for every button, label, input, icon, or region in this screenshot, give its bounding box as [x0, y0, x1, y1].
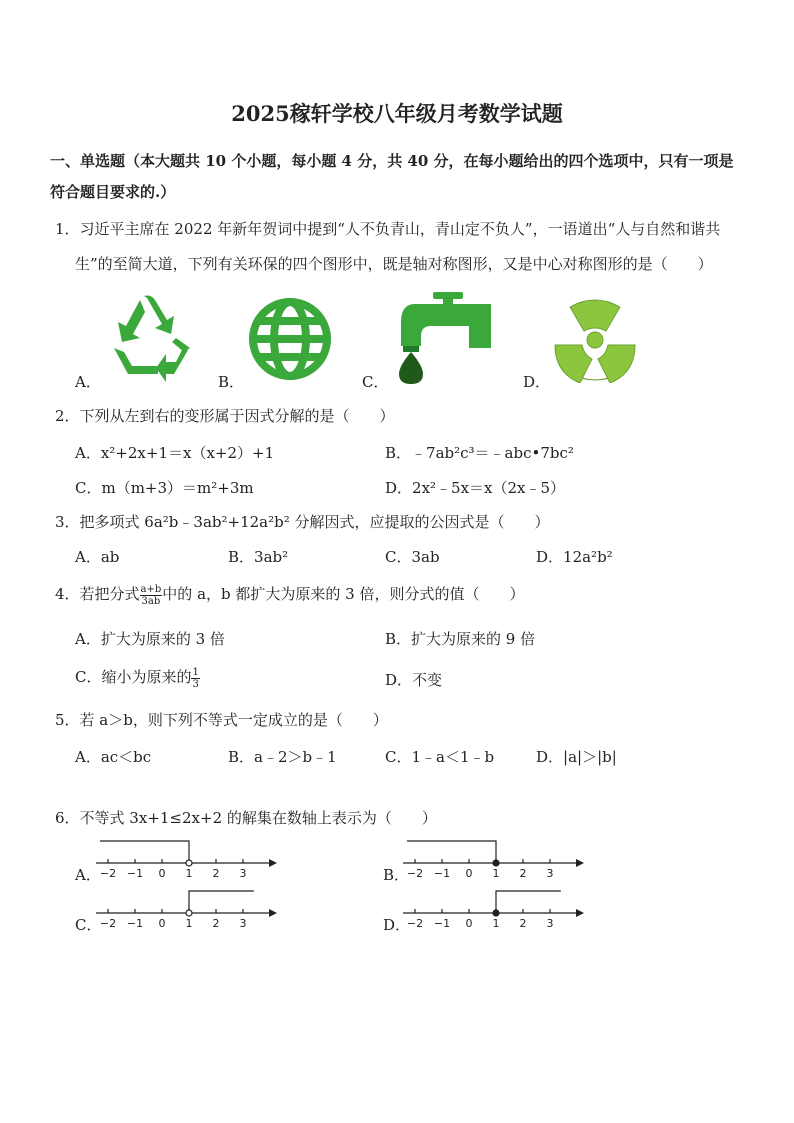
solution-bracket [100, 841, 189, 860]
tick-label: 3 [239, 917, 247, 930]
section-heading-line2: 符合题目要求的.） [50, 183, 176, 201]
solution-bracket [496, 891, 561, 910]
tick-label: −1 [126, 917, 144, 930]
number-line-b [403, 835, 593, 880]
q3-option-a[interactable]: A．ab [75, 548, 120, 566]
q4-option-a[interactable]: A．扩大为原来的 3 倍 [75, 630, 225, 648]
radiation-icon [550, 295, 640, 383]
solution-bracket [407, 841, 496, 860]
tick-label: 3 [239, 867, 247, 880]
q1-stem-line2: 生”的至简大道，下列有关环保的四个图形中，既是轴对称图形，又是中心对称图形的是（ ） [75, 255, 713, 273]
q3-option-d[interactable]: D．12a²b² [536, 548, 613, 566]
recycle-icon [100, 292, 195, 382]
q1-stem-line1: 1．习近平主席在 2022 年新年贺词中提到“人不负青山，青山定不负人”，一语道出“人与自然和谐共 [55, 220, 721, 238]
tick-label: 3 [546, 867, 554, 880]
axis-arrow [576, 909, 584, 917]
q2-option-b[interactable]: B．﹣7ab²c³＝﹣abc•7bc² [385, 444, 574, 462]
q3-option-c[interactable]: C．3ab [385, 548, 440, 566]
q1-option-c-label[interactable]: C． [362, 373, 389, 391]
tick-label: 2 [212, 917, 220, 930]
tick-label: −2 [99, 917, 117, 930]
tick-label: −2 [406, 917, 424, 930]
q3-stem: 3．把多项式 6a²b﹣3ab²+12a²b² 分解因式，应提取的公因式是（ ） [55, 513, 550, 531]
q4-option-d[interactable]: D．不变 [385, 671, 443, 689]
section-heading-line1: 一、单选题（本大题共 10 个小题，每小题 4 分，共 40 分，在每小题给出的四个选项中，只有一项是 [50, 152, 734, 170]
tick-label: 0 [465, 917, 473, 930]
endpoint-dot [493, 910, 499, 916]
endpoint-dot [493, 860, 499, 866]
tick-label: −1 [433, 867, 451, 880]
endpoint-dot [186, 910, 192, 916]
exam-title: 2025稼轩学校八年级月考数学试题 [231, 101, 563, 126]
endpoint-dot [186, 860, 192, 866]
solution-bracket [189, 891, 254, 910]
tick-label: 0 [465, 867, 473, 880]
q2-option-c[interactable]: C．m（m+3）＝m²+3m [75, 479, 254, 497]
tick-label: −1 [126, 867, 144, 880]
q4-option-b[interactable]: B．扩大为原来的 9 倍 [385, 630, 536, 648]
q4-fraction-denominator: 3ab [141, 595, 161, 607]
tick-label: 0 [158, 917, 166, 930]
axis-arrow [269, 909, 277, 917]
axis-arrow [576, 859, 584, 867]
q5-stem: 5．若 a＞b，则下列不等式一定成立的是（ ） [55, 711, 388, 729]
q5-option-b[interactable]: B．a﹣2＞b﹣1 [228, 748, 337, 766]
q4-stem-post: 中的 a，b 都扩大为原来的 3 倍，则分式的值（ ） [162, 585, 525, 603]
tick-label: 1 [185, 917, 193, 930]
q4-fraction-numerator: a+b [140, 583, 162, 595]
q1-option-d-label[interactable]: D． [523, 373, 551, 391]
q6-option-c-label[interactable]: C． [75, 916, 102, 934]
q6-option-d-label[interactable]: D． [383, 916, 411, 934]
q4-option-c-denominator: 3 [192, 678, 199, 690]
q1-option-a-label[interactable]: A． [75, 373, 101, 391]
q4-option-c-fraction [191, 667, 199, 690]
tick-label: −2 [406, 867, 424, 880]
number-line-d [403, 885, 593, 930]
q4-stem-pre: 4．若把分式 [55, 585, 140, 603]
q4-fraction [140, 584, 163, 607]
tick-label: 3 [546, 917, 554, 930]
tick-label: 2 [519, 917, 527, 930]
q1-option-b-label[interactable]: B． [218, 373, 245, 391]
q6-option-a-label[interactable]: A． [75, 866, 101, 884]
number-line-c [96, 885, 286, 930]
q2-option-d[interactable]: D．2x²﹣5x＝x（2x﹣5） [385, 479, 566, 497]
q2-stem: 2．下列从左到右的变形属于因式分解的是（ ） [55, 407, 395, 425]
q5-option-c[interactable]: C．1﹣a＜1﹣b [385, 748, 495, 766]
q5-option-d[interactable]: D．|a|＞|b| [536, 748, 617, 766]
tick-label: −2 [99, 867, 117, 880]
q2-option-a[interactable]: A．x²+2x+1＝x（x+2）+1 [75, 444, 275, 462]
q4-option-c-numerator: 1 [192, 666, 199, 678]
number-line-a [96, 835, 286, 880]
q4-option-c[interactable] [75, 666, 200, 690]
tick-label: 2 [519, 867, 527, 880]
water-tap-icon [395, 290, 500, 385]
tick-label: 1 [492, 917, 500, 930]
q4-option-c-text: C．缩小为原来的 [75, 668, 192, 686]
tick-label: 1 [492, 867, 500, 880]
q6-stem: 6．不等式 3x+1≤2x+2 的解集在数轴上表示为（ ） [55, 809, 437, 827]
tick-label: −1 [433, 917, 451, 930]
q3-option-b[interactable]: B．3ab² [228, 548, 289, 566]
axis-arrow [269, 859, 277, 867]
tick-label: 2 [212, 867, 220, 880]
q5-option-a[interactable]: A．ac＜bc [75, 748, 152, 766]
tick-label: 0 [158, 867, 166, 880]
q6-option-b-label[interactable]: B． [383, 866, 410, 884]
q4-stem [55, 583, 524, 607]
tick-label: 1 [185, 867, 193, 880]
globe-icon [245, 295, 335, 383]
